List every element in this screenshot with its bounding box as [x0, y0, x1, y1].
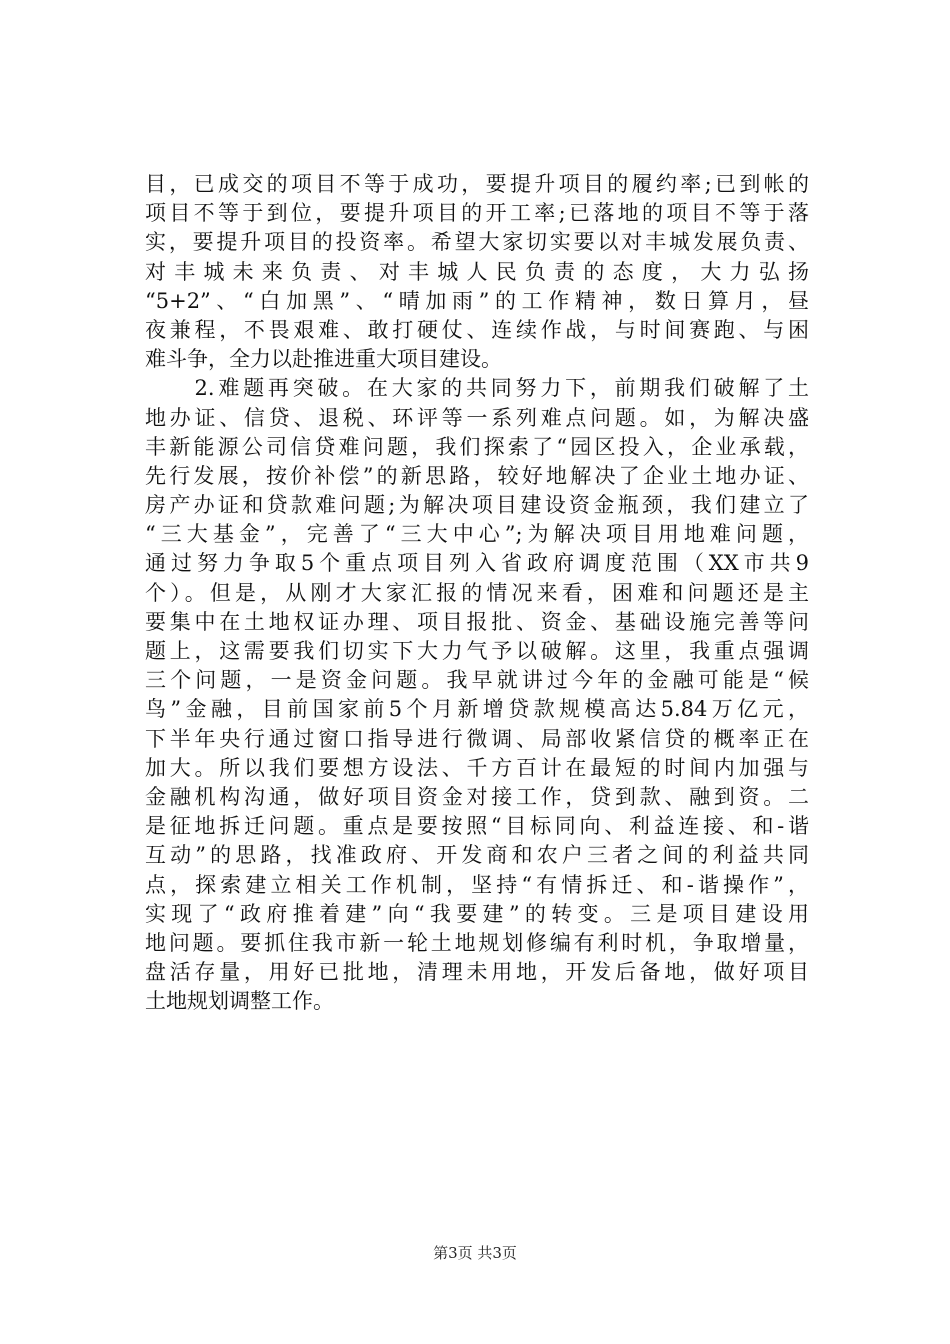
text-line: “三大基金”，完善了“三大中心”;为解决项目用地难问题， [145, 522, 809, 547]
text-line: 互动”的思路，找准政府、开发商和农户三者之间的利益共同 [145, 843, 809, 868]
text-line: “5+2”、“白加黑”、“晴加雨”的工作精神，数日算月，昼 [145, 288, 809, 313]
text-line: 加大。所以我们要想方设法、千方百计在最短的时间内加强与 [145, 755, 809, 780]
text-line: 盘活存量，用好已批地，清理未用地，开发后备地，做好项目 [145, 960, 809, 985]
text-line: 鸟”金融，目前国家前5个月新增贷款规模高达5.84万亿元， [145, 697, 809, 722]
text-line: 题上，这需要我们切实下大力气予以破解。这里，我重点强调 [145, 639, 809, 663]
text-line: 实现了“政府推着建”向“我要建”的转变。三是项目建设用 [145, 901, 809, 926]
text-line: 地办证、信贷、退税、环评等一系列难点问题。如，为解决盛 [145, 405, 809, 430]
text-line: 丰新能源公司信贷难问题，我们探索了“园区投入，企业承载， [145, 434, 809, 459]
text-line: 实，要提升项目的投资率。希望大家切实要以对丰城发展负责、 [145, 230, 809, 255]
text-line: 金融机构沟通，做好项目资金对接工作，贷到款、融到资。二 [145, 784, 809, 809]
text-line: 要集中在土地权证办理、项目报批、资金、基础设施完善等问 [145, 609, 809, 634]
text-line: 点，探索建立相关工作机制，坚持“有情拆迁、和-谐操作”， [145, 872, 809, 897]
text-line: 2.难题再突破。在大家的共同努力下，前期我们破解了土 [145, 376, 809, 401]
text-line: 夜兼程，不畏艰难、敢打硬仗、连续作战，与时间赛跑、与困 [145, 317, 809, 342]
text-line: 难斗争，全力以赴推进重大项目建设。 [145, 347, 502, 372]
text-line: 土地规划调整工作。 [145, 989, 334, 1014]
text-line: 地问题。要抓住我市新一轮土地规划修编有利时机，争取增量， [145, 930, 809, 955]
text-line: 是征地拆迁问题。重点是要按照“目标同向、利益连接、和-谐 [145, 814, 809, 839]
text-line: 项目不等于到位，要提升项目的开工率;已落地的项目不等于落 [145, 201, 809, 226]
text-line: 房产办证和贷款难问题;为解决项目建设资金瓶颈，我们建立了 [145, 493, 809, 518]
text-line: 下半年央行通过窗口指导进行微调、局部收紧信贷的概率正在 [145, 726, 809, 751]
text-line: 通过努力争取5个重点项目列入省政府调度范围（XX市共9 [145, 551, 809, 576]
document-body [145, 170, 809, 1016]
text-line: 对丰城未来负责、对丰城人民负责的态度，大力弘扬 [145, 259, 809, 284]
text-line: 先行发展，按价补偿”的新思路，较好地解决了企业土地办证、 [145, 463, 809, 488]
text-line: 个）。但是，从刚才大家汇报的情况来看，困难和问题还是主 [145, 580, 809, 605]
page-footer: 第3页 共3页 [433, 1244, 517, 1262]
text-line: 目，已成交的项目不等于成功，要提升项目的履约率;已到帐的 [145, 172, 809, 196]
text-line: 三个问题，一是资金问题。我早就讲过今年的金融可能是“候 [145, 668, 809, 693]
